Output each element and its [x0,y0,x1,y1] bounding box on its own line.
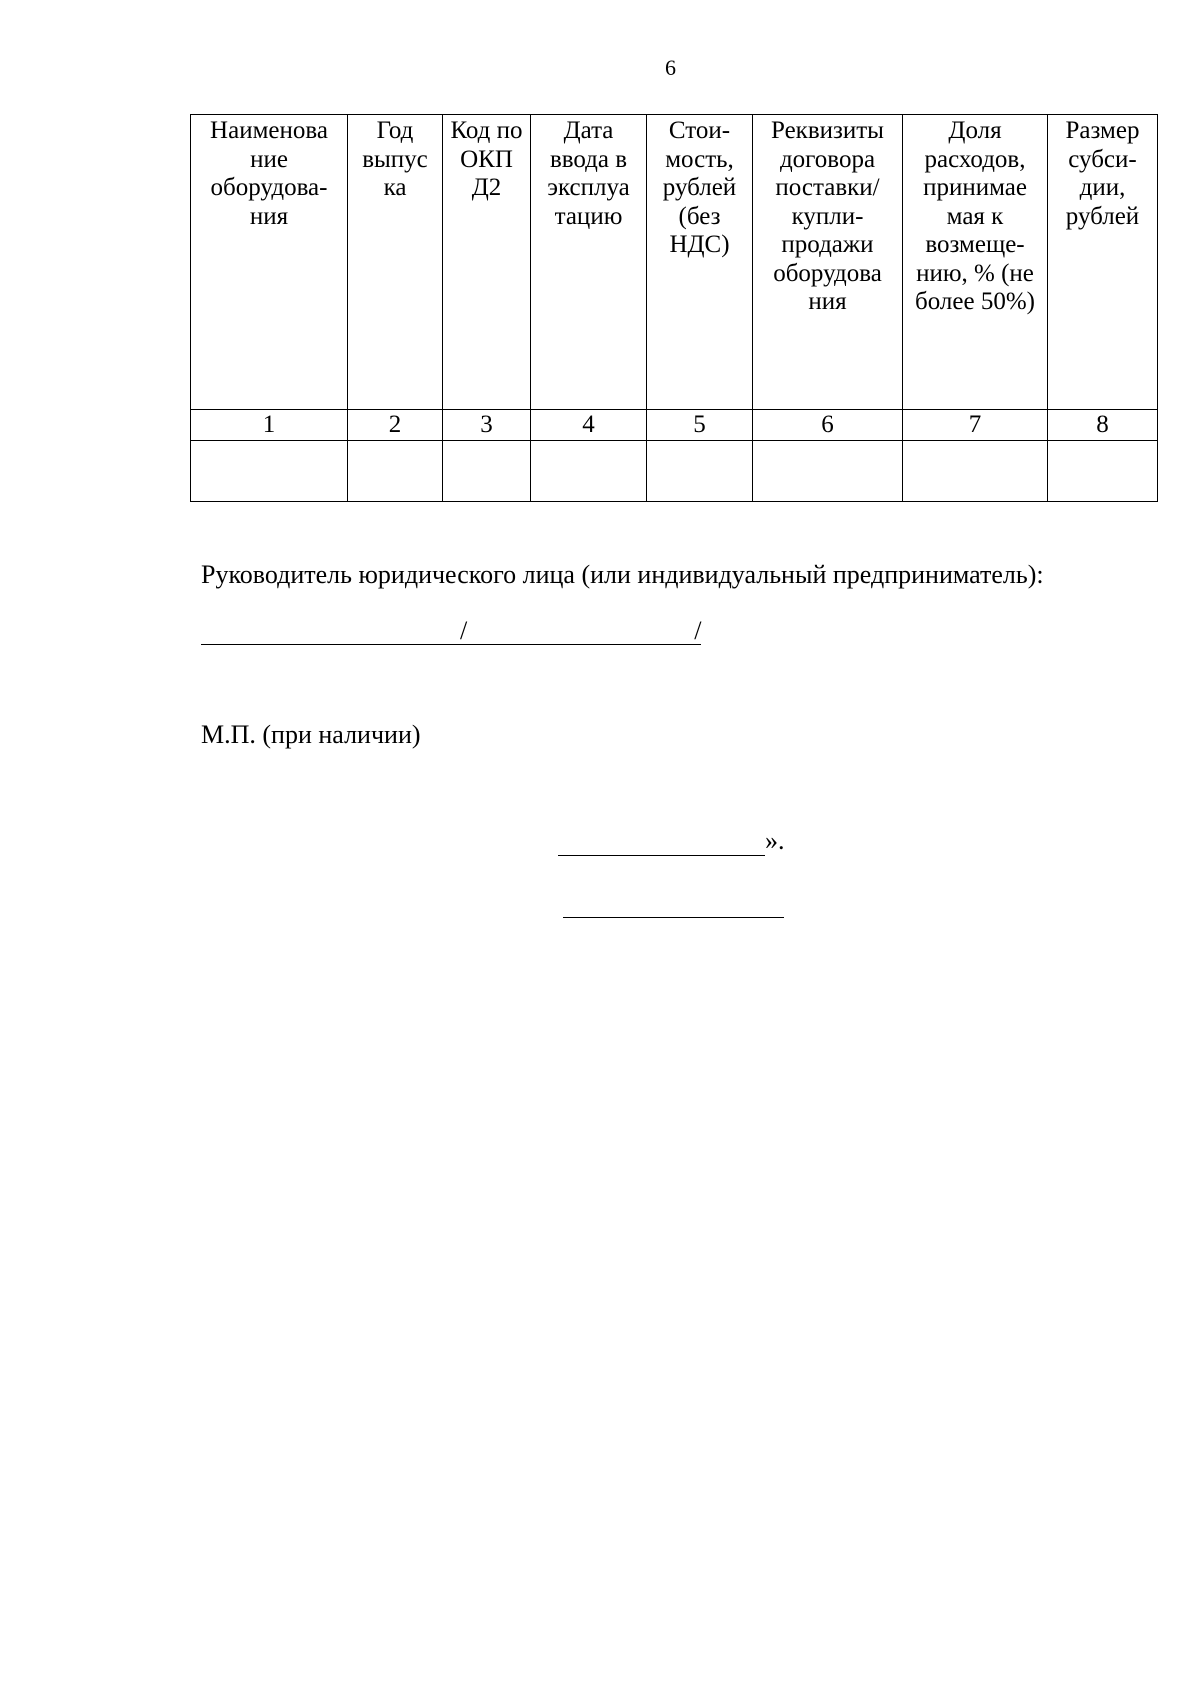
header-subsidy-amount: Размер субси-дии, рублей [1048,115,1158,410]
closing-blank [558,829,765,856]
table-cell [1048,441,1158,502]
signature-blank [201,618,460,645]
table-header-row [191,115,1158,410]
equipment-table [190,114,1158,502]
header-cost: Стои-мость, рублей (без НДС) [647,115,753,410]
header-okpd2-code: Код по ОКП Д2 [443,115,531,410]
column-number: 1 [191,410,348,441]
signature-label: Руководитель юридического лица (или индивидуальный предприниматель): [201,560,1044,589]
table-cell [531,441,647,502]
header-contract-details: Реквизиты договора поставки/ купли-продажи оборудова ния [753,115,903,410]
column-number: 3 [443,410,531,441]
table-cell [191,441,348,502]
signature-line [201,615,701,645]
column-number: 6 [753,410,903,441]
signature-end-mark: / [694,616,702,645]
header-cost-share: Доля расходов, принимае мая к возмеще-нию, % (не более 50%) [903,115,1048,410]
table-cell [348,441,443,502]
column-number: 2 [348,410,443,441]
column-number: 7 [903,410,1048,441]
closing-line [558,826,785,856]
table-row [191,441,1158,502]
table-cell [443,441,531,502]
column-number: 5 [647,410,753,441]
column-number: 4 [531,410,647,441]
table-cell [903,441,1048,502]
closing-quote-mark: ». [765,826,785,855]
stamp-label: М.П. (при наличии) [201,720,421,749]
table-cell [753,441,903,502]
header-equipment-name: Наименова ние оборудова-ния [191,115,348,410]
closing-divider [563,917,784,918]
header-production-year: Год выпус ка [348,115,443,410]
page-number: 6 [665,55,676,80]
header-commissioning-date: Дата ввода в эксплуа тацию [531,115,647,410]
signature-separator: / [460,616,468,645]
table-cell [647,441,753,502]
column-number: 8 [1048,410,1158,441]
table-column-number-row [191,410,1158,441]
name-blank [467,618,694,645]
